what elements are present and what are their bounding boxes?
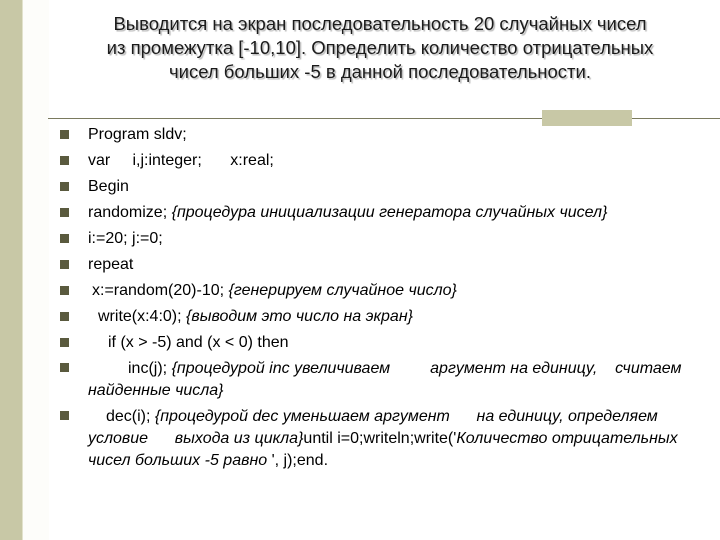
square-bullet-icon: [60, 411, 69, 420]
square-bullet-icon: [60, 156, 69, 165]
code-text: var i,j:integer;: [88, 152, 202, 169]
code-text: dec(i);: [106, 408, 155, 425]
title-line-1: Выводится на экран последовательность 20 случайных чисел: [113, 13, 647, 34]
code-text: until i=0;writeln;write(': [303, 430, 457, 447]
square-bullet-icon: [60, 208, 69, 217]
code-line: [58, 356, 698, 404]
title-line-3: чисел больших -5 в данной последовательности.: [168, 61, 592, 82]
code-line: [58, 330, 698, 356]
code-text: Program sldv;: [88, 126, 187, 143]
left-decor-bar: [0, 0, 22, 540]
code-line: [58, 148, 698, 174]
code-line: [58, 174, 698, 200]
square-bullet-icon: [60, 338, 69, 347]
code-line: [58, 226, 698, 252]
code-line: [58, 122, 698, 148]
square-bullet-icon: [60, 312, 69, 321]
code-text: repeat: [88, 256, 134, 273]
square-bullet-icon: [60, 363, 69, 372]
title-line-2: из промежутка [-10,10]. Определить количество отрицательных: [106, 37, 654, 58]
square-bullet-icon: [60, 130, 69, 139]
square-bullet-icon: [60, 286, 69, 295]
code-text: x:real;: [230, 152, 274, 169]
code-line: [58, 200, 698, 226]
code-comment: Количество отрицательных чисел больших -5 равно: [88, 430, 678, 469]
code-comment: {процедурой dec уменьшаем аргумент на единицу, определяем условие выхода из цикла}: [88, 408, 663, 447]
code-text: write(x:4:0);: [98, 308, 187, 325]
code-line: [58, 304, 698, 330]
code-comment: {процедурой inc увеличиваем аргумент на единицу, считаем найденные числа}: [88, 360, 686, 399]
code-comment: {выводим это число на экран}: [186, 308, 413, 325]
square-bullet-icon: [60, 260, 69, 269]
code-line: [58, 252, 698, 278]
code-text: if (x > -5) and (x < 0) then: [108, 334, 289, 351]
left-decor-strip: [22, 0, 49, 540]
code-text: ', j);end.: [271, 452, 329, 469]
code-comment: {процедура инициализации генератора случайных чисел}: [171, 204, 608, 221]
slide-title: [60, 12, 700, 84]
code-line: [58, 278, 698, 304]
code-text: randomize;: [88, 204, 172, 221]
square-bullet-icon: [60, 234, 69, 243]
code-comment: {генерируем случайное число}: [228, 282, 457, 299]
code-text: x:=random(20)-10;: [92, 282, 229, 299]
code-text: inc(j);: [128, 360, 172, 377]
code-text: i:=20; j:=0;: [88, 230, 163, 247]
code-line: [58, 404, 698, 474]
code-listing: [58, 122, 698, 474]
code-text: Begin: [88, 178, 129, 195]
square-bullet-icon: [60, 182, 69, 191]
